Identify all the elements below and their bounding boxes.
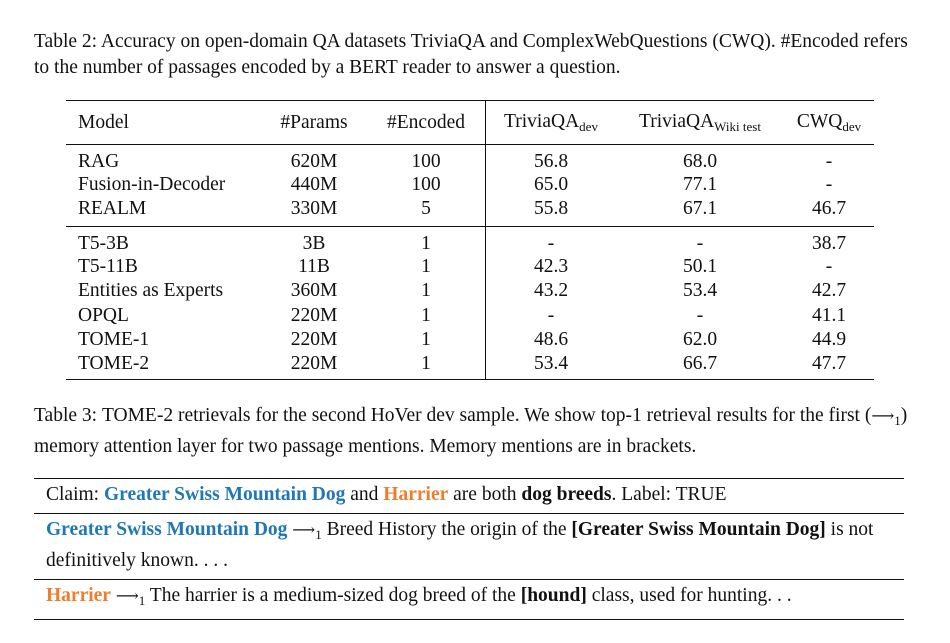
cell-triviaqa-dev: - bbox=[547, 232, 555, 254]
cell-triviaqa-wiki: 66.7 bbox=[616, 353, 784, 380]
table-row bbox=[66, 255, 874, 280]
claim-row bbox=[34, 479, 904, 513]
table2-group-closed-book bbox=[66, 226, 874, 379]
cell-params: 11B bbox=[298, 255, 330, 277]
cell-cwq: - bbox=[825, 174, 833, 196]
cell-triviaqa-dev: 43.2 bbox=[533, 280, 569, 302]
cell-encoded: 5 bbox=[367, 198, 486, 227]
memory-mention: [hound] bbox=[520, 585, 587, 606]
cell-triviaqa-dev: 56.8 bbox=[533, 151, 569, 172]
cell-model: REALM bbox=[66, 198, 261, 227]
table3-caption-text2: ) memory attention layer for two passage mentions. Memory mentions are in brackets. bbox=[34, 405, 908, 457]
table-row bbox=[66, 353, 874, 380]
table-row bbox=[66, 279, 874, 304]
cell-triviaqa-wiki: - bbox=[696, 304, 704, 326]
table2-caption: Table 2: Accuracy on open-domain QA datasets TriviaQA and ComplexWebQuestions (CWQ). #Encoded refers to the number of passages encoded by a BERT reader to answer a question. bbox=[34, 31, 908, 78]
cell-encoded: 1 bbox=[367, 328, 486, 353]
claim-label: Claim: bbox=[46, 484, 104, 505]
header-triviaqa-wiki-sub: Wiki test bbox=[714, 118, 761, 134]
cell-triviaqa-wiki: 77.1 bbox=[682, 174, 718, 196]
memory-mention: [Greater Swiss Mountain Dog] bbox=[571, 519, 826, 540]
table3-caption-tome: TOME-2 bbox=[101, 405, 174, 426]
claim-and: and bbox=[345, 484, 384, 505]
cell-params: 220M bbox=[290, 304, 338, 326]
table-row bbox=[66, 145, 874, 174]
cell-params: 360M bbox=[290, 280, 338, 302]
header-triviaqa-wiki bbox=[616, 101, 784, 145]
retrieval-entity: Greater Swiss Mountain Dog bbox=[46, 519, 288, 540]
table-row bbox=[66, 173, 874, 198]
retrieval-row-harrier bbox=[34, 579, 904, 619]
cell-triviaqa-wiki: 67.1 bbox=[616, 198, 784, 227]
cell-cwq: 38.7 bbox=[811, 232, 847, 254]
cell-encoded: 1 bbox=[367, 279, 486, 304]
cell-model: Fusion-in-Decoder bbox=[78, 174, 226, 196]
retrieval-entity: Harrier bbox=[46, 585, 111, 606]
cell-model: Entities as Experts bbox=[78, 280, 224, 302]
arrow-subscript: 1 bbox=[315, 527, 322, 542]
cell-triviaqa-wiki: 68.0 bbox=[682, 151, 718, 172]
retrieval-text1: Breed History the origin of the bbox=[321, 519, 572, 540]
table3 bbox=[34, 478, 904, 620]
cell-cwq: - bbox=[825, 151, 833, 172]
cell-params: 220M bbox=[290, 329, 338, 351]
retrieval-row-greater-swiss-mountain-dog bbox=[34, 513, 904, 579]
header-triviaqa-dev bbox=[486, 101, 617, 145]
table3-caption-label: Table 3: bbox=[34, 405, 102, 426]
table-row bbox=[66, 198, 874, 227]
header-params: #Params bbox=[261, 101, 367, 145]
cell-encoded: 1 bbox=[367, 353, 486, 380]
cell-params: 330M bbox=[261, 198, 367, 227]
cell-cwq: 46.7 bbox=[784, 198, 874, 227]
header-triviaqa-dev-sub: dev bbox=[579, 118, 598, 134]
table-row bbox=[66, 328, 874, 353]
table2-header-row bbox=[66, 101, 874, 145]
cell-params: 620M bbox=[290, 151, 338, 172]
arrow-subscript: 1 bbox=[894, 413, 901, 428]
cell-triviaqa-dev: 65.0 bbox=[533, 174, 569, 196]
cell-encoded: 1 bbox=[367, 226, 486, 255]
cell-model: OPQL bbox=[78, 304, 129, 326]
cell-triviaqa-wiki: 62.0 bbox=[682, 329, 718, 351]
header-cwq-dev-sub: dev bbox=[842, 118, 862, 134]
claim-entity-harrier: Harrier bbox=[383, 484, 449, 505]
cell-model: RAG bbox=[78, 151, 120, 172]
cell-model: T5-11B bbox=[78, 255, 138, 277]
cell-triviaqa-dev: 48.6 bbox=[533, 329, 569, 351]
cell-cwq: 41.1 bbox=[811, 304, 847, 326]
claim-are: are both bbox=[448, 484, 522, 505]
header-cwq-dev-base: CWQ bbox=[796, 110, 843, 132]
cell-params: 220M bbox=[261, 353, 367, 380]
table3-caption-text1: retrievals for the second HoVer dev sample. We show top-1 retrieval results for the first ( bbox=[173, 405, 872, 426]
cell-model: T5-3B bbox=[78, 232, 129, 254]
header-triviaqa-dev-base: TriviaQA bbox=[504, 110, 580, 132]
retrieval-text1: The harrier is a medium-sized dog breed of the bbox=[145, 585, 521, 606]
cell-encoded: 100 bbox=[367, 173, 486, 198]
cell-triviaqa-wiki: - bbox=[696, 232, 704, 254]
cell-model: TOME-2 bbox=[66, 353, 261, 380]
cell-triviaqa-dev: - bbox=[547, 304, 555, 326]
table-row bbox=[66, 226, 874, 255]
claim-label-text: . Label: TRUE bbox=[611, 484, 727, 505]
cell-model: TOME-1 bbox=[78, 329, 150, 351]
claim-dog-breeds: dog breeds bbox=[521, 484, 612, 505]
cell-triviaqa-wiki: 53.4 bbox=[682, 280, 718, 302]
cell-cwq: 42.7 bbox=[811, 280, 847, 302]
header-encoded: #Encoded bbox=[367, 101, 486, 145]
cell-triviaqa-dev: 53.4 bbox=[486, 353, 617, 380]
cell-cwq: 47.7 bbox=[784, 353, 874, 380]
long-right-arrow-icon: ⟶ bbox=[115, 586, 139, 605]
cell-cwq: 44.9 bbox=[811, 329, 847, 351]
long-right-arrow-icon: ⟶ bbox=[871, 406, 895, 425]
cell-triviaqa-dev: 42.3 bbox=[533, 255, 569, 277]
cell-encoded: 1 bbox=[367, 304, 486, 329]
cell-params: 440M bbox=[290, 174, 338, 196]
cell-triviaqa-wiki: 50.1 bbox=[682, 255, 718, 277]
table-row bbox=[66, 304, 874, 329]
header-cwq-dev bbox=[784, 101, 874, 145]
long-right-arrow-icon: ⟶ bbox=[292, 520, 316, 539]
arrow-subscript: 1 bbox=[138, 593, 146, 608]
table3-caption bbox=[34, 403, 920, 460]
cell-encoded: 1 bbox=[367, 255, 486, 280]
cell-cwq: - bbox=[825, 255, 833, 277]
retrieval-text2: is not definitively known. . . . bbox=[46, 519, 874, 571]
header-model: Model bbox=[66, 101, 261, 145]
table2 bbox=[66, 100, 874, 380]
cell-encoded: 100 bbox=[367, 145, 486, 174]
claim-entity-greater-swiss-mountain-dog: Greater Swiss Mountain Dog bbox=[103, 484, 346, 505]
cell-triviaqa-dev: 55.8 bbox=[486, 198, 617, 227]
retrieval-text2: class, used for hunting. . . bbox=[586, 585, 792, 606]
cell-params: 3B bbox=[302, 232, 326, 254]
table2-group-retrieval bbox=[66, 145, 874, 227]
header-triviaqa-wiki-base: TriviaQA bbox=[639, 110, 715, 132]
